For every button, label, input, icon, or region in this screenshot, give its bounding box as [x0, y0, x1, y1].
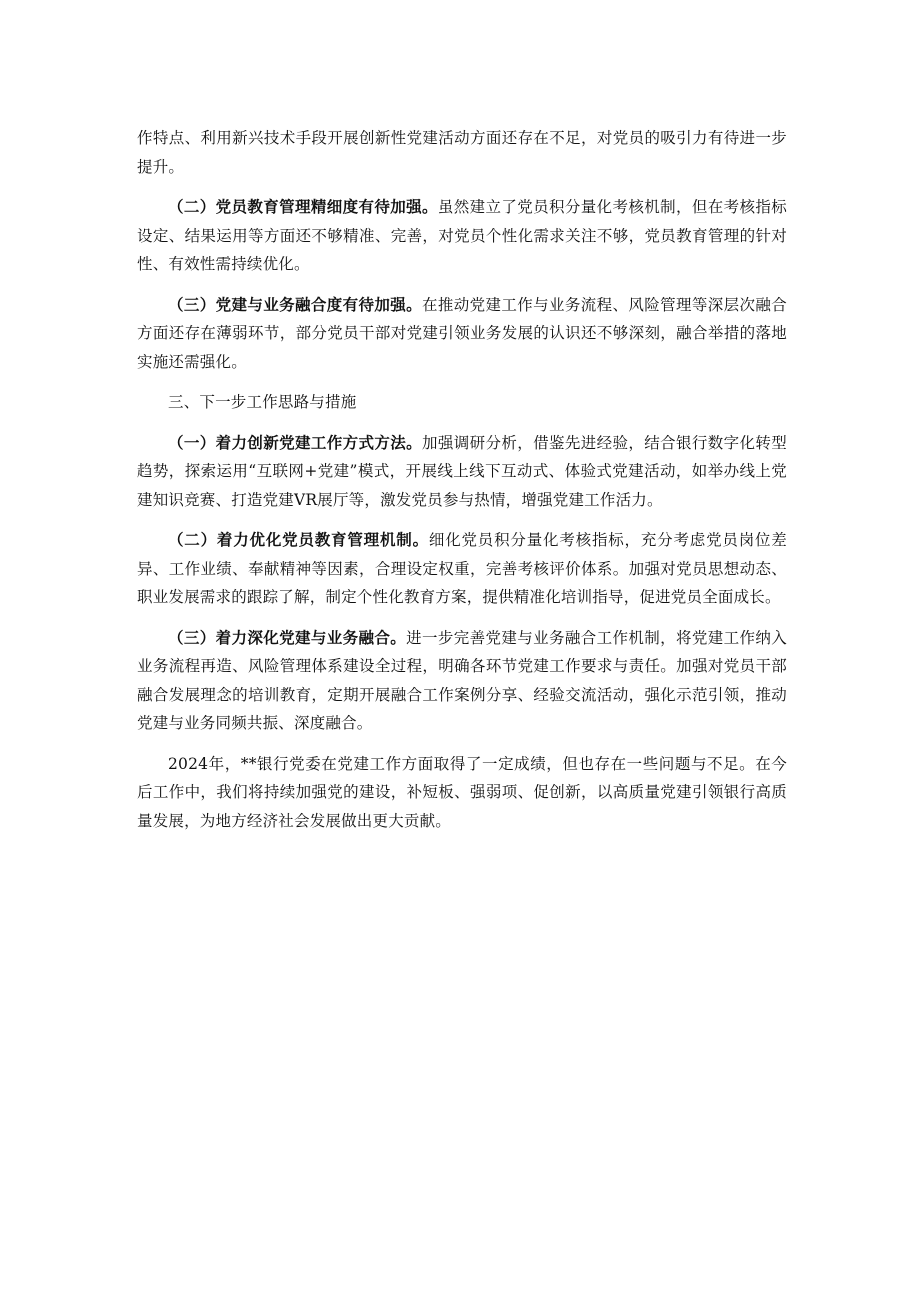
paragraph-issue-3: [137, 291, 787, 377]
measure-heading: （三）着力深化党建与业务融合。: [168, 627, 407, 647]
measure-2: [137, 526, 787, 612]
paragraph-heading: （三）党建与业务融合度有待加强。: [168, 294, 423, 314]
measure-text: 进一步完善党建与业务融合工作机制，将党建工作纳入业务流程再造、风险管理体系建设全过程，明确各环节党建工作要求与责任。加强对党员干部融合发展理念的培训教育，定期开展融合工作案例分享、经验交流活动，强化示范引领，推动党建与业务同频共振、深度融合。: [137, 628, 787, 732]
paragraph-text: 在推动党建工作与业务流程、风险管理等深层次融合方面还存在薄弱环节，部分党员干部对党建引领业务发展的认识还不够深刻，融合举措的落地实施还需强化。: [137, 295, 788, 371]
conclusion-paragraph: 2024年，**银行党委在党建工作方面取得了一定成绩，但也存在一些问题与不足。在今后工作中，我们将持续加强党的建设，补短板、强弱项、促创新，以高质量党建引领银行高质量发展，为地方经济社会发展做出更大贡献。: [137, 754, 787, 830]
paragraph-text: 虽然建立了党员积分量化考核机制，但在考核指标设定、结果运用等方面还不够精准、完善，对党员个性化需求关注不够，党员教育管理的针对性、有效性需持续优化。: [137, 198, 788, 273]
paragraph-issue-2: [137, 193, 787, 279]
paragraph-heading: （二）党员教育管理精细度有待加强。: [168, 197, 438, 216]
measure-heading: （二）着力优化党员教育管理机制。: [168, 530, 429, 549]
section-title: 三、下一步工作思路与措施: [168, 393, 357, 411]
document-page: [137, 124, 787, 847]
paragraph-text: 作特点、利用新兴技术手段开展创新性党建活动方面还存在不足，对党员的吸引力有待进一步提升。: [137, 129, 787, 176]
paragraph-continuation: [137, 124, 787, 181]
measure-text: 加强调研分析，借鉴先进经验，结合银行数字化转型趋势，探索运用“互联网+党建”模式，开展线上线下互动式、体验式党建活动，如举办线上党建知识竞赛、打造党建VR展厅等，激发党员参与热情，增强党建工作活力。: [137, 433, 788, 509]
measure-text: 细化党员积分量化考核指标，充分考虑党员岗位差异、工作业绩、奉献精神等因素，合理设定权重，完善考核评价体系。加强对党员思想动态、职业发展需求的跟踪了解，制定个性化教育方案，提供精准化培训指导，促进党员全面成长。: [137, 531, 788, 606]
measure-1: [137, 429, 787, 515]
measure-heading: （一）着力创新党建工作方式方法。: [168, 432, 423, 452]
measure-3: [137, 624, 787, 738]
